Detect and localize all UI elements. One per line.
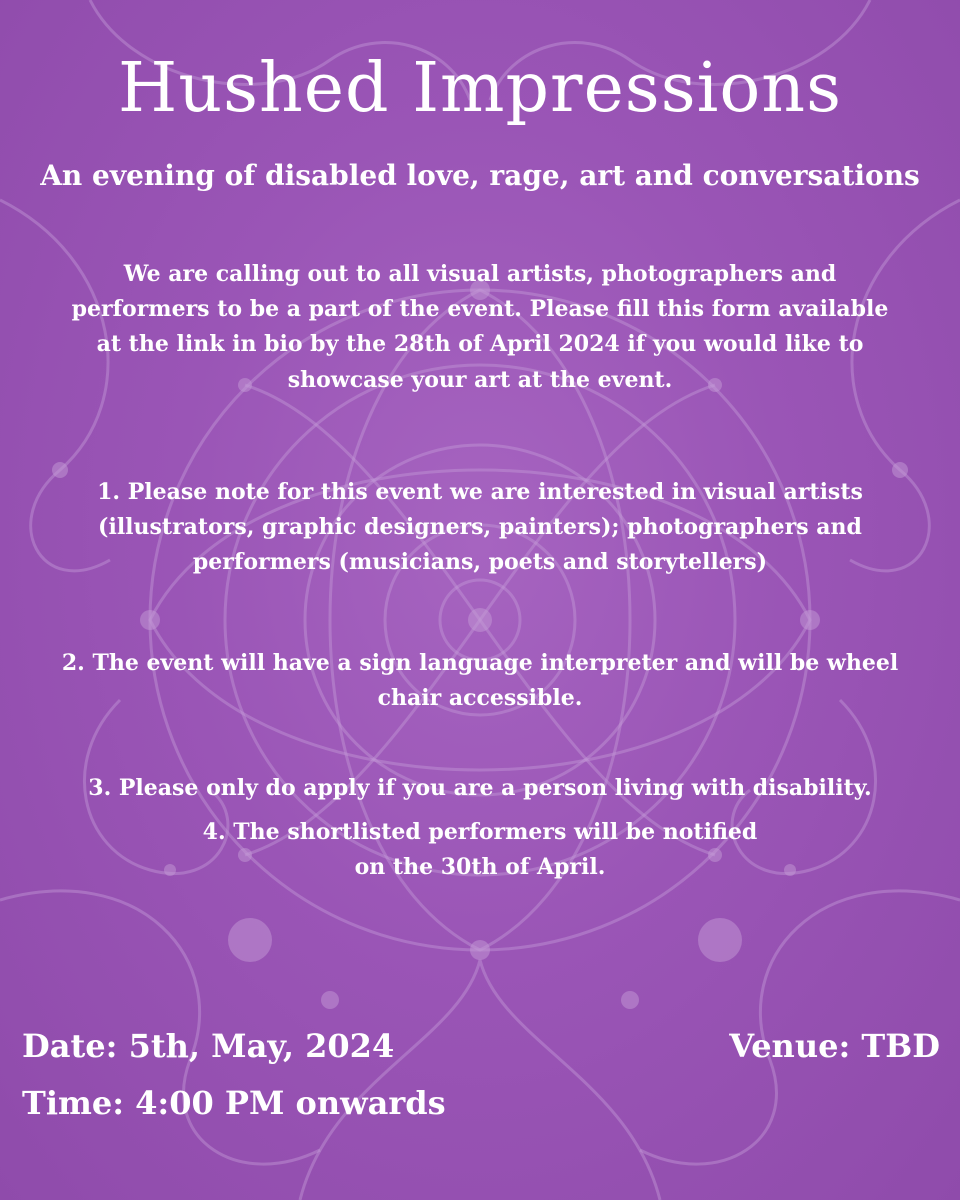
- event-time: Time: 4:00 PM onwards: [22, 1084, 446, 1122]
- event-venue: Venue: TBD: [729, 1027, 940, 1065]
- call-for-artists-text: We are calling out to all visual artists, photographers and performers to be a part of the event. Please fill this form available at the link in bio by the 28th of April 2024 if you would like to showcase your art at the event.: [71, 261, 889, 393]
- event-subtitle: An evening of disabled love, rage, art and conversations: [40, 159, 920, 192]
- note-item-4: 4. The shortlisted performers will be notified on the 30th of April.: [202, 819, 758, 881]
- note-item-1: 1. Please note for this event we are interested in visual artists (illustrators, graphic designers, painters); photographers and performers (musicians, poets and storytellers): [97, 479, 863, 576]
- event-date: Date: 5th, May, 2024: [22, 1027, 395, 1065]
- event-title: Hushed Impressions: [118, 49, 842, 128]
- note-item-3: 3. Please only do apply if you are a person living with disability.: [88, 775, 872, 801]
- note-item-2: 2. The event will have a sign language interpreter and will be wheel chair accessible.: [61, 650, 899, 712]
